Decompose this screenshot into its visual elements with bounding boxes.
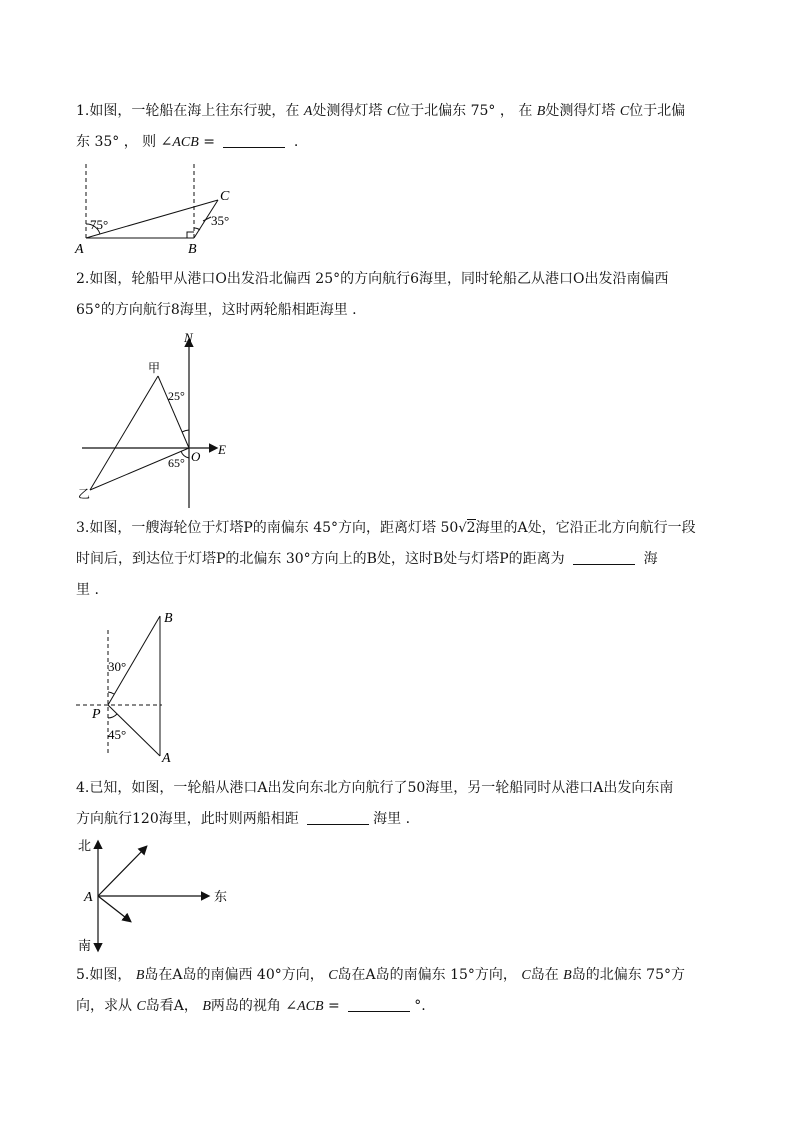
fig1-label-35: 35° (211, 213, 230, 228)
question-3-line-3: 里 . (76, 582, 99, 598)
fig2-label-jia: 甲 (148, 361, 161, 375)
question-2 (76, 264, 724, 326)
fig2-label-25: 25° (168, 389, 185, 403)
fig2-label-O: O (191, 449, 201, 464)
question-1 (76, 96, 724, 158)
figure-4 (74, 834, 244, 954)
fig2-label-N: N (184, 330, 193, 345)
question-4 (76, 773, 724, 835)
question-5-line-1: 5.如图， B岛在A岛的南偏西 40°方向， C岛在A岛的南偏东 15°方向， C岛在 B岛的北偏东 75°方 (76, 967, 685, 983)
fig1-label-75: 75° (90, 217, 109, 232)
sqrt-symbol: √ (458, 521, 467, 536)
fig3-label-45: 45° (108, 727, 127, 742)
fig4-label-north: 北 (78, 839, 92, 854)
fig1-label-A: A (75, 242, 84, 257)
question-5-line-2: 向，求从 C岛看A， B两岛的视角 ∠ACB = °. (76, 991, 724, 1022)
question-5 (76, 960, 724, 1022)
fig1-label-C: C (220, 189, 230, 204)
question-1-line-2: 东 35° ， 则 ∠ACB = . (76, 127, 724, 158)
fig4-label-east: 东 (214, 890, 228, 905)
fig2-label-E: E (218, 442, 226, 457)
fig4-label-A: A (84, 890, 93, 905)
question-4-line-2: 方向航行120海里，此时则两船相距 海里 . (76, 804, 724, 835)
answer-blank-4[interactable] (307, 806, 369, 825)
answer-blank-3[interactable] (573, 546, 635, 565)
fig3-label-30: 30° (108, 659, 127, 674)
question-1-line-1: 1.如图，一轮船在海上往东行驶，在 A处测得灯塔 C位于北偏东 75° ， 在 B处测得灯塔 C位于北偏 (76, 103, 686, 119)
figure-1 (70, 158, 250, 258)
answer-blank-5[interactable] (348, 993, 410, 1012)
fig4-label-south: 南 (78, 939, 92, 954)
figure-2 (76, 330, 246, 512)
figure-3 (74, 608, 194, 770)
question-2-line-1: 2.如图，轮船甲从港口O出发沿北偏西 25°的方向航行6海里，同时轮船乙从港口O出发沿南偏西 (76, 271, 669, 287)
question-3-line-2: 时间后，到达位于灯塔P的北偏东 30°方向上的B处，这时B处与灯塔P的距离为 海 (76, 544, 724, 575)
fig3-label-B: B (164, 611, 173, 626)
fig3-label-P: P (92, 707, 101, 722)
answer-blank-1[interactable] (223, 129, 285, 148)
question-2-line-2: 65°的方向航行8海里，这时两轮船相距海里 . (76, 302, 357, 318)
fig2-label-yi: 乙 (78, 487, 91, 501)
fig2-label-65: 65° (168, 456, 185, 470)
question-3-line-1: 3.如图，一艘海轮位于灯塔P的南偏东 45°方向，距离灯塔 50√2海里的A处，它沿正北方向航行一段 (76, 520, 696, 536)
fig1-label-B: B (188, 242, 197, 257)
question-3 (76, 513, 724, 606)
question-4-line-1: 4.已知，如图，一轮船从港口A出发向东北方向航行了50海里，另一轮船同时从港口A出发向东南 (76, 780, 674, 796)
fig3-label-A: A (162, 751, 171, 766)
